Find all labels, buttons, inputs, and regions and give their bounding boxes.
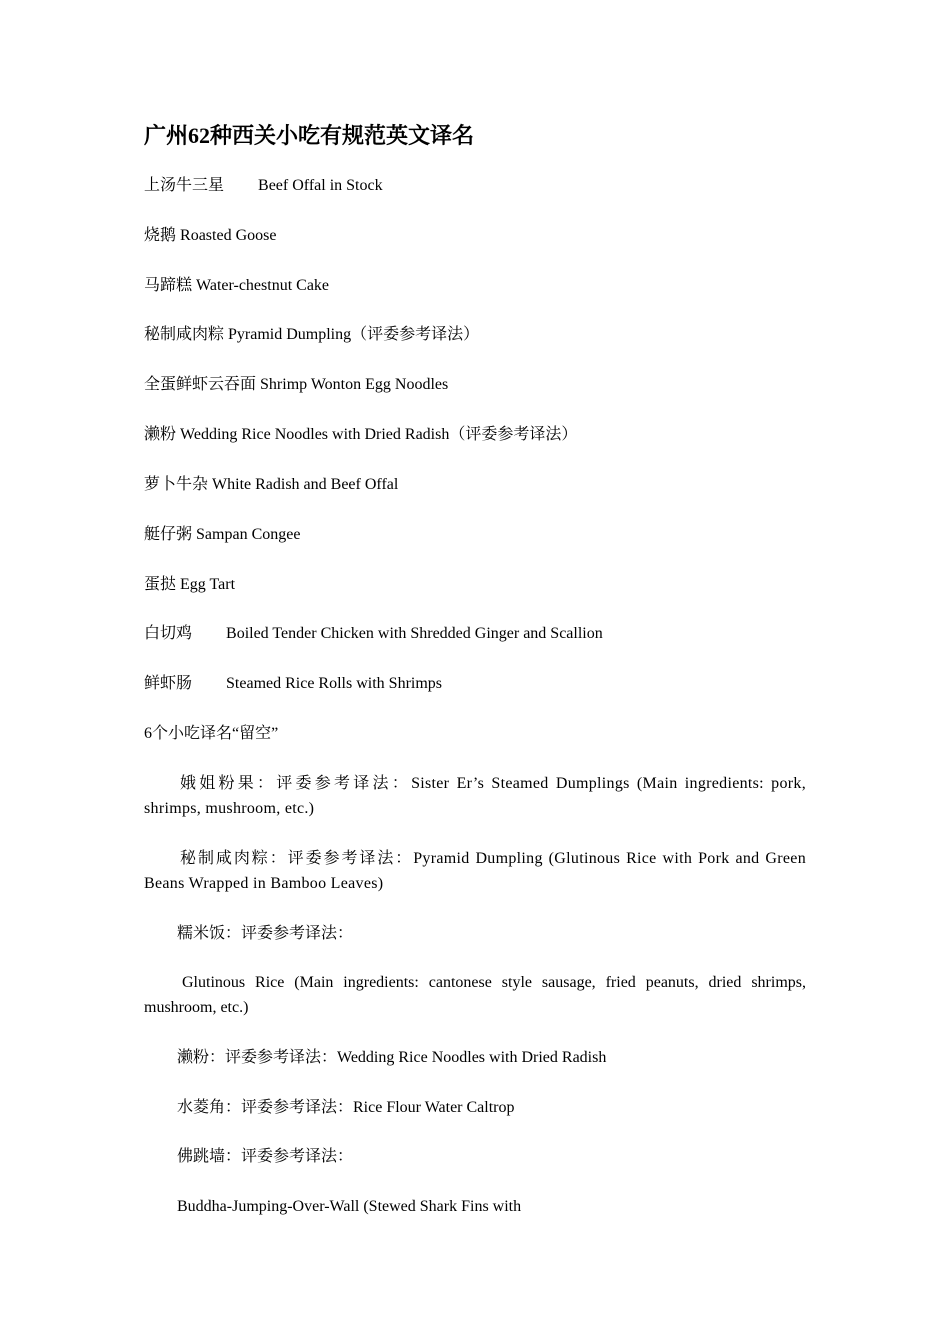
paragraph: Buddha-Jumping-Over-Wall (Stewed Shark Fins with (177, 1198, 522, 1215)
dish-chinese-name: 艇仔粥 (144, 526, 193, 543)
list-item (144, 224, 276, 248)
dish-english-name: Wedding Rice Noodles with Dried Radish（评委参考译法） (180, 426, 578, 443)
dish-english-name: Steamed Rice Rolls with Shrimps (226, 675, 443, 692)
dish-english-name: White Radish and Beef Offal (212, 476, 399, 493)
dish-english-name: Roasted Goose (180, 227, 277, 244)
list-item (144, 274, 329, 298)
dish-chinese-name: 秘制咸肉粽 (144, 326, 225, 343)
dish-english-name: Boiled Tender Chicken with Shredded Ginger and Scallion (226, 625, 603, 642)
paragraph: 娥姐粉果：评委参考译法：Sister Er’s Steamed Dumplings (Main ingredients: pork, shrimps, mushroom, etc.) (144, 775, 806, 817)
list-item (144, 373, 448, 397)
paragraph: 水菱角：评委参考译法：Rice Flour Water Caltrop (177, 1099, 515, 1116)
section-heading: 6个小吃译名“留空” (144, 725, 279, 742)
dish-chinese-name: 上汤牛三星 (144, 177, 225, 194)
list-item (144, 573, 235, 597)
dish-english-name: Beef Offal in Stock (258, 177, 383, 194)
document-title: 广州62种西关小吃有规范英文译名 (144, 123, 475, 148)
dish-english-name: Pyramid Dumpling（评委参考译法） (228, 326, 480, 343)
dish-english-name: Sampan Congee (196, 526, 301, 543)
dish-chinese-name: 白切鸡 (144, 625, 193, 642)
paragraph: 濑粉：评委参考译法：Wedding Rice Noodles with Dried Radish (177, 1049, 607, 1066)
dish-chinese-name: 濑粉 (144, 426, 177, 443)
dish-chinese-name: 全蛋鲜虾云吞面 (144, 376, 257, 393)
dish-english-name: Egg Tart (180, 576, 236, 593)
list-item (144, 174, 383, 198)
paragraph: 佛跳墙：评委参考译法： (177, 1148, 354, 1165)
list-item (144, 622, 603, 646)
paragraph: 糯米饭：评委参考译法： (177, 925, 354, 942)
dish-chinese-name: 蛋挞 (144, 576, 177, 593)
dish-english-name: Water-chestnut Cake (196, 277, 330, 294)
dish-chinese-name: 鲜虾肠 (144, 675, 193, 692)
dish-chinese-name: 萝卜牛杂 (144, 476, 209, 493)
list-item (144, 473, 398, 497)
dish-chinese-name: 马蹄糕 (144, 277, 193, 294)
list-item (144, 523, 300, 547)
paragraph: 秘制咸肉粽：评委参考译法：Pyramid Dumpling (Glutinous Rice with Pork and Green Beans Wrapped in Bamboo Leaves) (144, 850, 806, 892)
dish-english-name: Shrimp Wonton Egg Noodles (260, 376, 449, 393)
list-item (144, 423, 577, 447)
list-item (144, 323, 479, 347)
list-item (144, 672, 442, 696)
paragraph: Glutinous Rice (Main ingredients: cantonese style sausage, fried peanuts, dried shrimps, mushroom, etc.) (144, 974, 806, 1016)
dish-chinese-name: 烧鹅 (144, 227, 177, 244)
